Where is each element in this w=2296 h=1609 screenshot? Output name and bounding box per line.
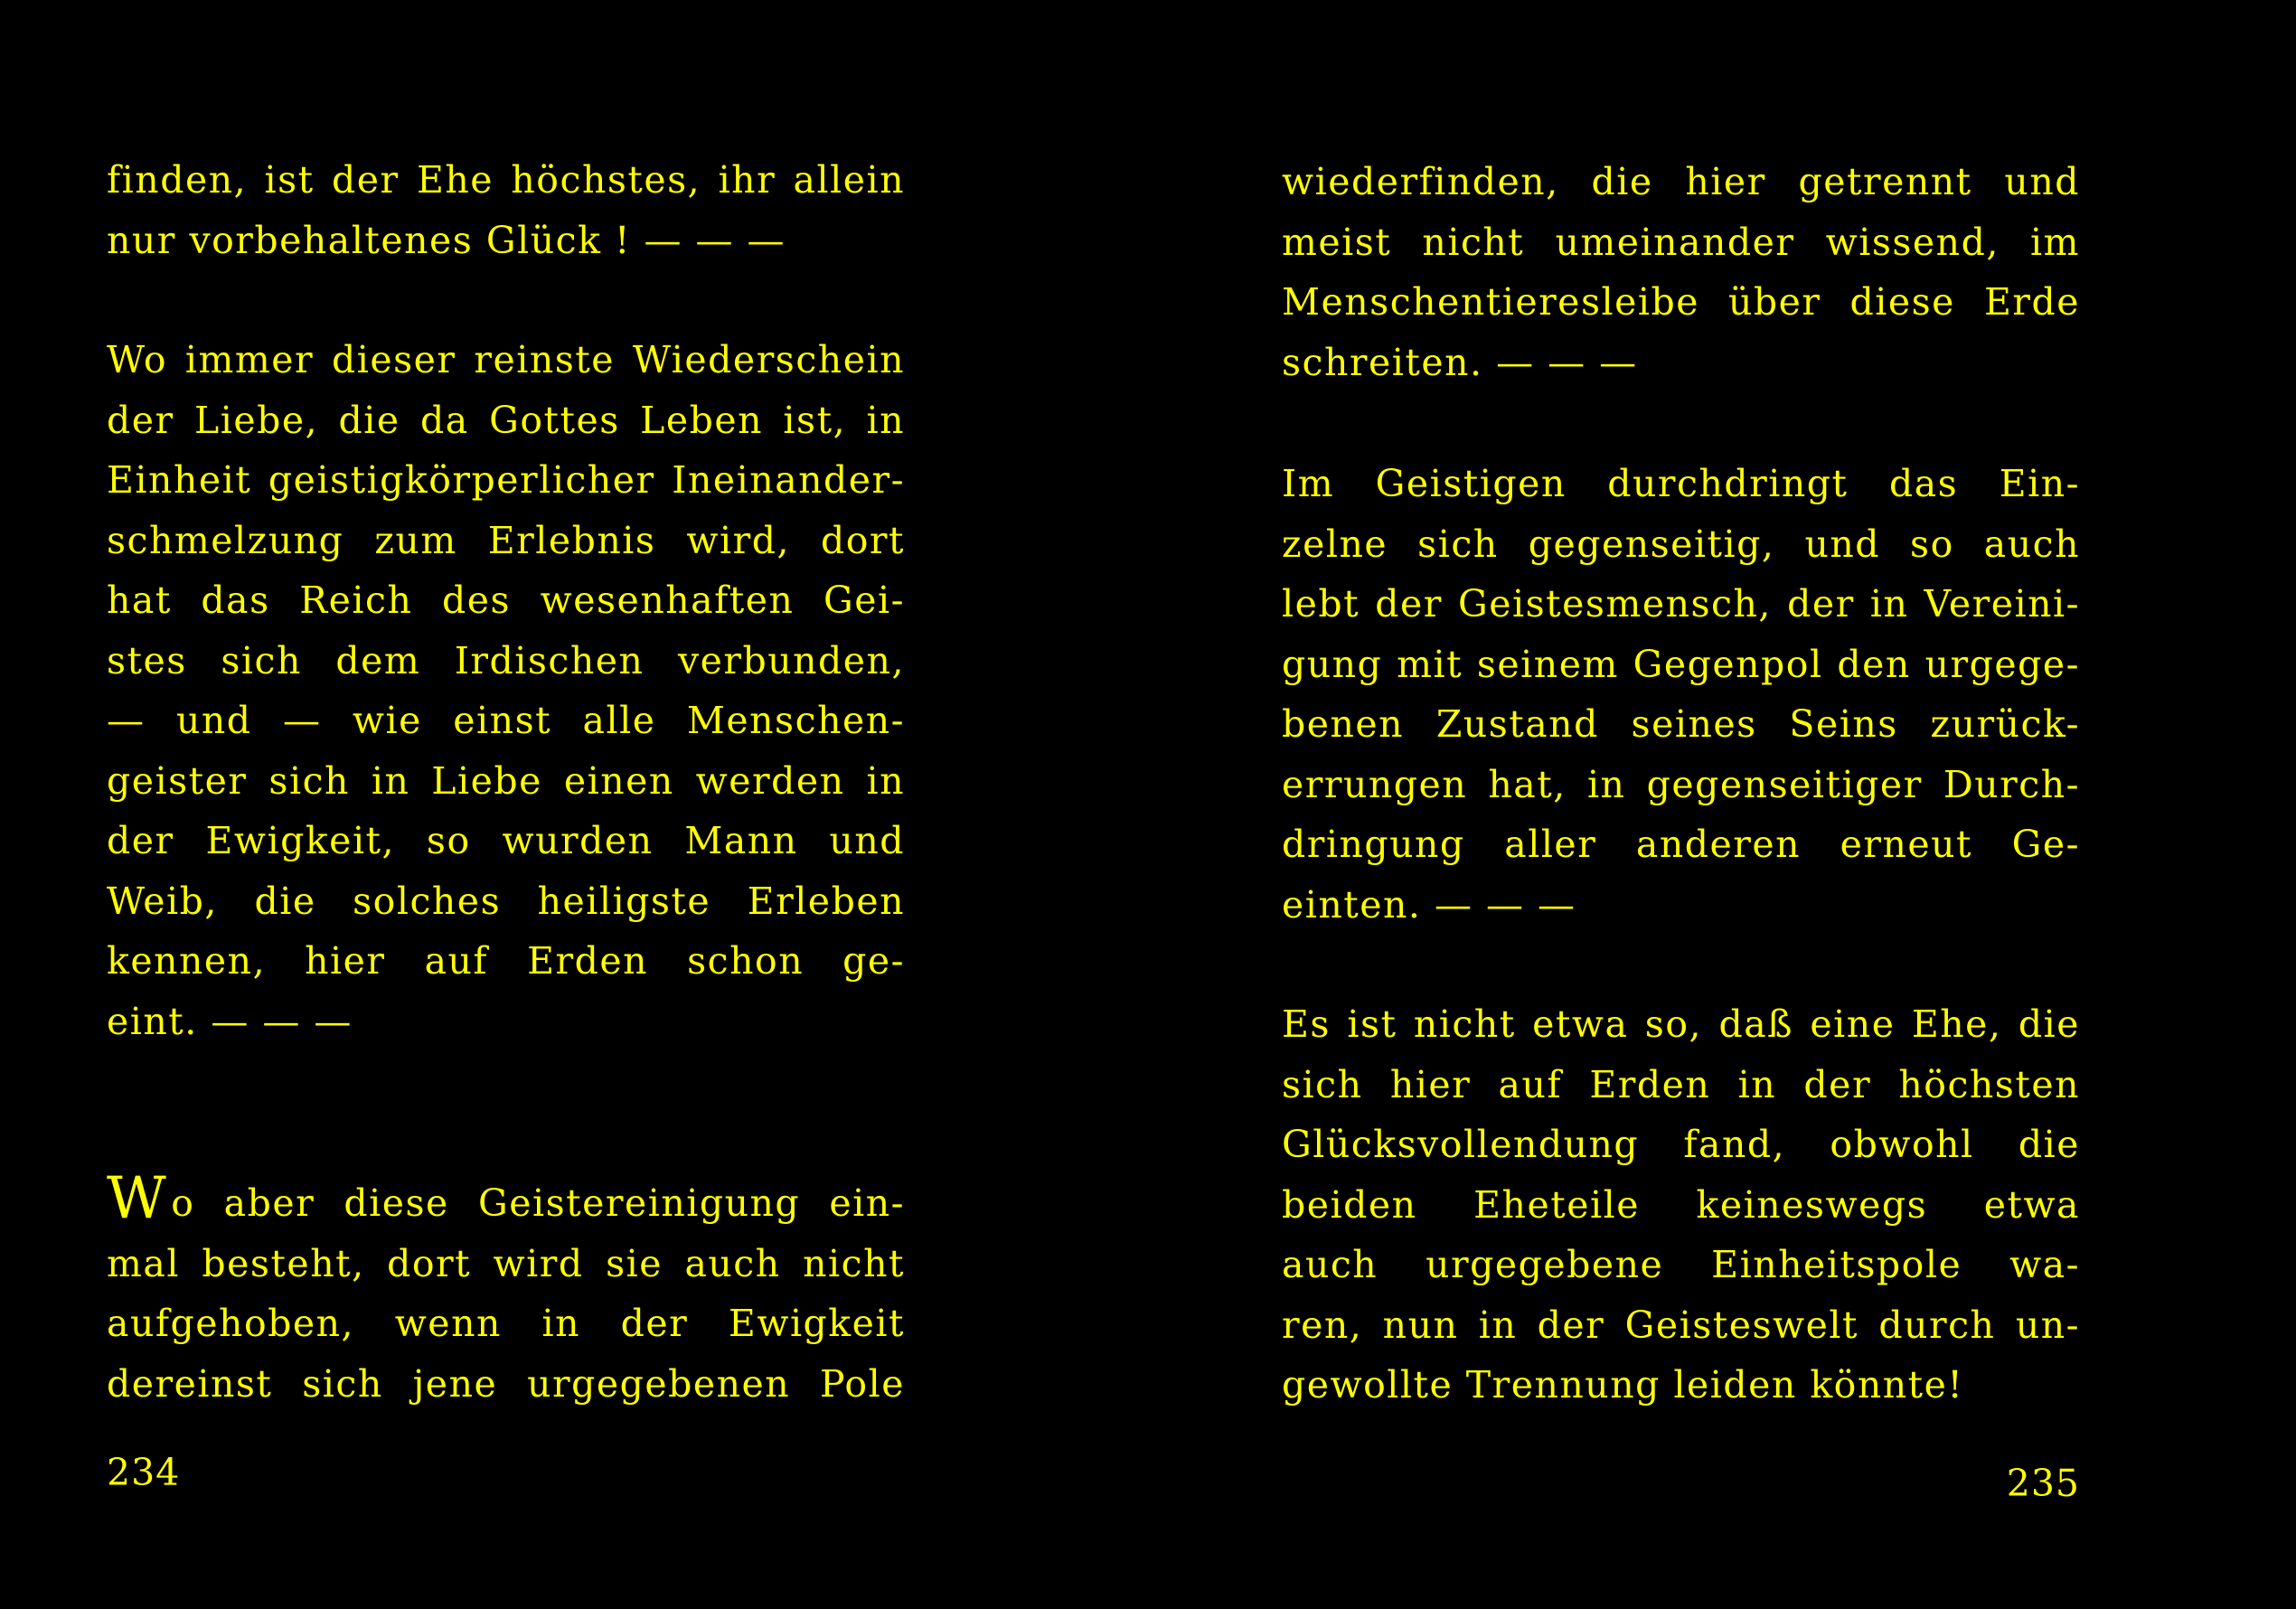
text-line: aufgehoben, wenn in der Ewigkeit <box>107 1302 905 1345</box>
left-paragraph-2 <box>107 330 905 1051</box>
text-line: finden, ist der Ehe höchstes, ihr allein <box>107 158 905 202</box>
text-line: schmelzung zum Erlebnis wird, dort <box>107 518 905 562</box>
text-line: gung mit seinem Gegenpol den urgege- <box>1282 642 2080 686</box>
text-line: wiederfinden, die hier getrennt und <box>1282 160 2080 203</box>
text-line: Glücksvollendung fand, obwohl die <box>1282 1123 2080 1166</box>
text-line: lebt der Geistesmensch, der in Vereini- <box>1282 582 2080 626</box>
right-paragraph-2 <box>1282 454 2080 935</box>
left-page <box>107 0 905 1609</box>
text-line: nur vorbehaltenes Glück ! — — — <box>107 218 786 262</box>
text-line: Es ist nicht etwa so, daß eine Ehe, die <box>1282 1002 2080 1046</box>
text-line: hat das Reich des wesenhaften Gei- <box>107 579 905 622</box>
text-line: sich hier auf Erden in der höchsten <box>1282 1062 2080 1106</box>
text-line: beiden Eheteile keineswegs etwa <box>1282 1182 2080 1227</box>
right-page <box>1282 0 2080 1609</box>
text-line: gewollte Trennung leiden könnte! <box>1282 1363 1964 1407</box>
page-number: 234 <box>107 1451 181 1494</box>
text-line: benen Zustand seines Seins zurück- <box>1282 702 2080 746</box>
left-paragraph-1 <box>107 150 905 270</box>
text-line: — und — wie einst alle Menschen- <box>107 699 905 742</box>
text-line: einten. — — — <box>1282 882 1576 927</box>
text-line: mal besteht, dort wird sie auch nicht <box>107 1241 905 1285</box>
text-line: meist nicht umeinander wissend, im <box>1282 220 2080 264</box>
text-line: errungen hat, in gegenseitiger Durch- <box>1282 762 2080 806</box>
right-paragraph-1 <box>1282 152 2080 392</box>
text-line-rest: o aber diese Geistereinigung ein- <box>171 1181 905 1225</box>
text-line: eint. — — — <box>107 999 353 1043</box>
text-line: Einheit geistigkörperlicher Ineinander- <box>107 458 905 502</box>
right-paragraph-3 <box>1282 994 2080 1416</box>
left-paragraph-3 <box>107 1165 905 1414</box>
text-line: dereinst sich jene urgegebenen Pole <box>107 1361 905 1406</box>
page-number: 235 <box>2006 1462 2080 1505</box>
text-line: ren, nun in der Geisteswelt durch un- <box>1282 1303 2080 1347</box>
text-line: Wo immer dieser reinste Wiederschein <box>107 338 905 381</box>
drop-initial: W <box>107 1165 168 1232</box>
text-line: dringung aller anderen erneut Ge- <box>1282 823 2080 866</box>
text-line-with-initial <box>107 1165 905 1234</box>
text-line: schreiten. — — — <box>1282 340 1638 384</box>
text-line: kennen, hier auf Erden schon ge- <box>107 939 905 983</box>
text-line: geister sich in Liebe einen werden in <box>107 758 905 803</box>
text-line: auch urgegebene Einheitspole wa- <box>1282 1243 2080 1286</box>
text-line: Menschentieresleibe über diese Erde <box>1282 280 2080 324</box>
text-line: Weib, die solches heiligste Erleben <box>107 879 905 923</box>
text-line: stes sich dem Irdischen verbunden, <box>107 638 905 682</box>
text-line: Im Geistigen durchdringt das Ein- <box>1282 462 2080 505</box>
text-line: zelne sich gegenseitig, und so auch <box>1282 522 2080 566</box>
text-line: der Liebe, die da Gottes Leben ist, in <box>107 398 905 442</box>
text-line: der Ewigkeit, so wurden Mann und <box>107 819 905 862</box>
